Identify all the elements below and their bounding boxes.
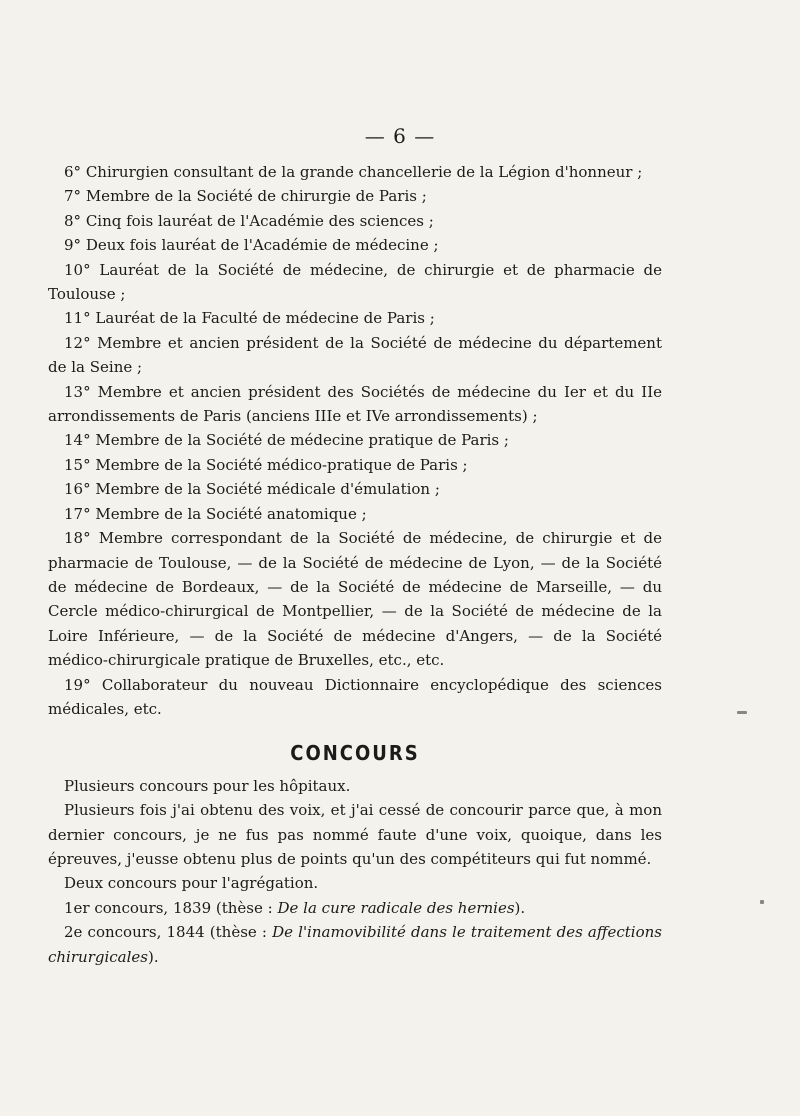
item-number: 16° [64,480,91,499]
item-text: Collaborateur du nouveau Dictionnaire encyclopédique des sciences médicales, etc. [48,675,663,718]
list-item [48,160,662,184]
item-text: Lauréat de la Société de médecine, de chirurgie et de pharmacie de Toulouse ; [48,260,662,304]
item-number: 6° [64,163,82,181]
list-item [48,258,662,307]
thesis-title: De la cure radicale des hernies [277,898,515,917]
list-item [48,209,662,233]
titles-list [48,160,662,721]
list-item [48,526,662,672]
item-text: Membre et ancien président des Sociétés de médecine du Ier et du IIe arrondissements de Paris (anciens IIIe et IVe arrondissements) ; [48,382,662,426]
paragraph: Deux concours pour l'agrégation. [64,874,319,893]
list-item [48,306,662,330]
item-number: 10° [64,260,91,279]
item-text: Membre de la Société de médecine pratique de Paris ; [95,431,509,450]
item-number: 7° [64,187,82,206]
list-item [48,233,662,257]
list-item [48,453,662,477]
item-number: 13° [64,382,91,401]
thesis-title: De l'inamovibilité dans le traitement des affections chirurgicales [48,923,662,966]
section-heading: CONCOURS [290,741,420,766]
item-number: 18° [64,529,91,548]
entry-end: ). [514,898,526,917]
paragraph: Plusieurs fois j'ai obtenu des voix, et j'ai cessé de concourir parce que, à mon dernier concours, je ne fus pas nommé faute d'une voix, quoique, dans les épreuves, j'eusse obtenu plus de points qu'un des compétiteurs qui fut nommé. [48,801,662,868]
item-text: Membre de la Société médicale d'émulation ; [95,480,440,499]
item-text: Membre de la Société anatomique ; [95,504,367,523]
item-number: 14° [64,431,91,450]
page-number: — 6 — [364,124,436,148]
list-item [48,477,662,501]
concours-entry [48,920,662,969]
item-text: Membre et ancien président de la Société de médecine du département de la Seine ; [48,333,662,377]
item-text: Chirurgien consultant de la grande chancellerie de la Légion d'honneur ; [85,163,643,181]
list-item [48,184,662,208]
scan-speck [760,900,764,904]
list-item [48,673,662,722]
item-number: 12° [64,333,91,352]
item-text: Membre correspondant de la Société de médecine, de chirurgie et de pharmacie de Toulouse, — de la Société de médecine de Lyon, — de la Société de médecine de Bordeaux, — de la Société de médecine de Marseille, — du Cercle médico-chirurgical de Montpellier, — de la Société de médecine de la Loire Inférieure, — de la Société de médecine d'Angers, — de la Société médico-chirurgicale pratique de Bruxelles, etc., etc. [48,529,662,670]
item-text: Membre de la Société médico-pratique de Paris ; [95,455,468,474]
item-text: Membre de la Société de chirurgie de Paris ; [85,187,427,206]
item-number: 15° [64,455,91,474]
list-item [48,428,662,452]
item-number: 9° [64,236,82,255]
item-text: Cinq fois lauréat de l'Académie des sciences ; [85,211,434,230]
list-item [48,380,662,429]
item-number: 11° [64,309,91,328]
item-number: 19° [64,675,91,694]
item-number: 17° [64,504,91,523]
item-number: 8° [64,211,82,230]
list-item [48,331,662,380]
scan-speck [737,711,747,714]
list-item [48,502,662,526]
paragraph: Plusieurs concours pour les hôpitaux. [64,776,351,795]
entry-label: 2e concours, 1844 (thèse : [64,923,273,942]
item-text: Lauréat de la Faculté de médecine de Paris ; [95,309,435,328]
concours-entry [48,896,662,920]
item-text: Deux fois lauréat de l'Académie de médecine ; [85,236,439,255]
body-text [48,160,662,969]
entry-label: 1er concours, 1839 (thèse : [64,898,278,917]
entry-end: ). [147,947,159,966]
